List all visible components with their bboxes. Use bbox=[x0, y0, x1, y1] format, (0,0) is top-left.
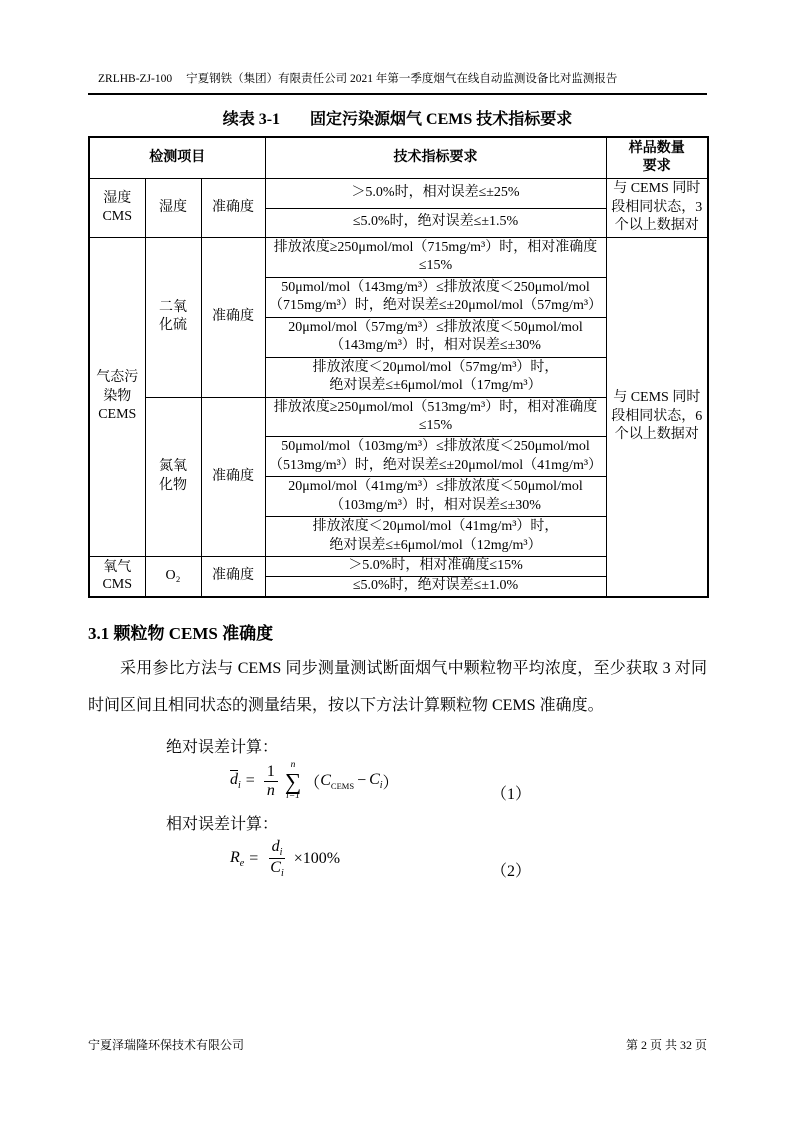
formula2-math: $R_e$ = $\frac{d_i}{\overline{C}_i}$ ×100% bbox=[230, 837, 341, 880]
footer-page-number: 第 2 页 共 32 页 bbox=[625, 1038, 707, 1052]
formula1-label: 绝对误差计算： bbox=[166, 739, 279, 757]
table-row bbox=[89, 237, 708, 277]
table-caption-title: 固定污染源烟气 CEMS 技术指标要求 bbox=[310, 111, 573, 128]
cell-requirement-so2-1: 排放浓度≥250μmol/mol（715mg/m³）时，相对准确度≤15% bbox=[265, 237, 606, 277]
cell-requirement-so2-3: 20μmol/mol（57mg/m³）≤排放浓度＜50μmol/mol（143mg/m³）时，相对误差≤±30% bbox=[265, 317, 606, 357]
cell-requirement-so2-2: 50μmol/mol（143mg/m³）≤排放浓度＜250μmol/mol（715mg/m³）时，绝对误差≤±20μmol/mol（57mg/m³） bbox=[265, 277, 606, 317]
sigma-sum: n ∑ i=1 bbox=[284, 760, 302, 802]
cell-parameter-nox: 氮氧 化物 bbox=[145, 397, 201, 557]
table-header-row bbox=[89, 137, 708, 179]
cell-requirement-wet-1: ＞5.0%时，相对误差≤±25% bbox=[265, 179, 606, 208]
cell-requirement-o2-2: ≤5.0%时，绝对误差≤±1.0% bbox=[265, 577, 606, 597]
cell-requirement-nox-2: 50μmol/mol（103mg/m³）≤排放浓度＜250μmol/mol（513mg/m³）时，绝对误差≤±20μmol/mol（41mg/m³） bbox=[265, 437, 606, 477]
cell-requirement-nox-1: 排放浓度≥250μmol/mol（513mg/m³）时，相对准确度≤15% bbox=[265, 397, 606, 437]
cell-parameter-so2: 二氧 化硫 bbox=[145, 237, 201, 397]
running-footer bbox=[88, 1036, 707, 1053]
cell-category-wet: 湿度 CMS bbox=[89, 179, 145, 237]
section-paragraph: 采用参比方法与 CEMS 同步测量测试断面烟气中颗粒物平均浓度，至少获取 3 对同时间区间且相同状态的测量结果，按以下方法计算颗粒物 CEMS 准确度。 bbox=[88, 659, 707, 715]
footer-company: 宁夏泽瑞隆环保技术有限公司 bbox=[88, 1038, 245, 1052]
page-content bbox=[88, 0, 707, 885]
running-header bbox=[88, 70, 707, 95]
formula1 bbox=[88, 761, 707, 802]
cell-category-gas: 气态污 染物 CEMS bbox=[89, 237, 145, 557]
cell-metric-nox: 准确度 bbox=[201, 397, 265, 557]
cell-requirement-so2-4: 排放浓度＜20μmol/mol（57mg/m³）时， 绝对误差≤±6μmol/mol（17mg/m³） bbox=[265, 357, 606, 397]
cell-requirement-nox-3: 20μmol/mol（41mg/m³）≤排放浓度＜50μmol/mol（103mg/m³）时，相对误差≤±30% bbox=[265, 477, 606, 517]
header-requirement: 技术指标要求 bbox=[265, 137, 606, 179]
cell-requirement-o2-1: ＞5.0%时，相对准确度≤15% bbox=[265, 557, 606, 577]
cell-metric-so2: 准确度 bbox=[201, 237, 265, 397]
doc-title: 宁夏钢铁（集团）有限责任公司 2021 年第一季度烟气在线自动监测设备比对监测报告 bbox=[186, 73, 618, 85]
header-item: 检测项目 bbox=[89, 137, 265, 179]
formula2-number: （2） bbox=[490, 863, 531, 881]
formula2 bbox=[88, 838, 707, 879]
cell-sample-wet: 与 CEMS 同时段相同状态，3 个以上数据对 bbox=[606, 179, 708, 237]
doc-code: ZRLHB-ZJ-100 bbox=[98, 73, 173, 85]
cell-metric-o2: 准确度 bbox=[201, 557, 265, 597]
formula1-math: $\overline{d}_i$ = $\frac{1}{n}$ n ∑ i=1 （ $C_{CEMS}$ − $C_i$ ） bbox=[230, 760, 399, 802]
table-caption bbox=[88, 106, 707, 129]
cell-sample-rest: 与 CEMS 同时段相同状态，6 个以上数据对 bbox=[606, 237, 708, 597]
section-heading: 3.1 颗粒物 CEMS 准确度 bbox=[88, 623, 274, 643]
cell-parameter-o2: O₂ bbox=[145, 557, 201, 597]
formula1-number: （1） bbox=[490, 785, 531, 803]
cell-parameter-wet: 湿度 bbox=[145, 179, 201, 237]
table-caption-label: 续表 3-1 bbox=[222, 111, 281, 128]
table-row bbox=[89, 179, 708, 208]
cems-spec-table bbox=[88, 136, 709, 598]
cell-requirement-nox-4: 排放浓度＜20μmol/mol（41mg/m³）时， 绝对误差≤±6μmol/mol（12mg/m³） bbox=[265, 517, 606, 557]
formula2-label: 相对误差计算： bbox=[166, 815, 279, 833]
cell-metric-wet: 准确度 bbox=[201, 179, 265, 237]
header-sample: 样品数量 要求 bbox=[606, 137, 708, 179]
cell-category-o2: 氧气 CMS bbox=[89, 557, 145, 597]
cell-requirement-wet-2: ≤5.0%时，绝对误差≤±1.5% bbox=[265, 208, 606, 237]
